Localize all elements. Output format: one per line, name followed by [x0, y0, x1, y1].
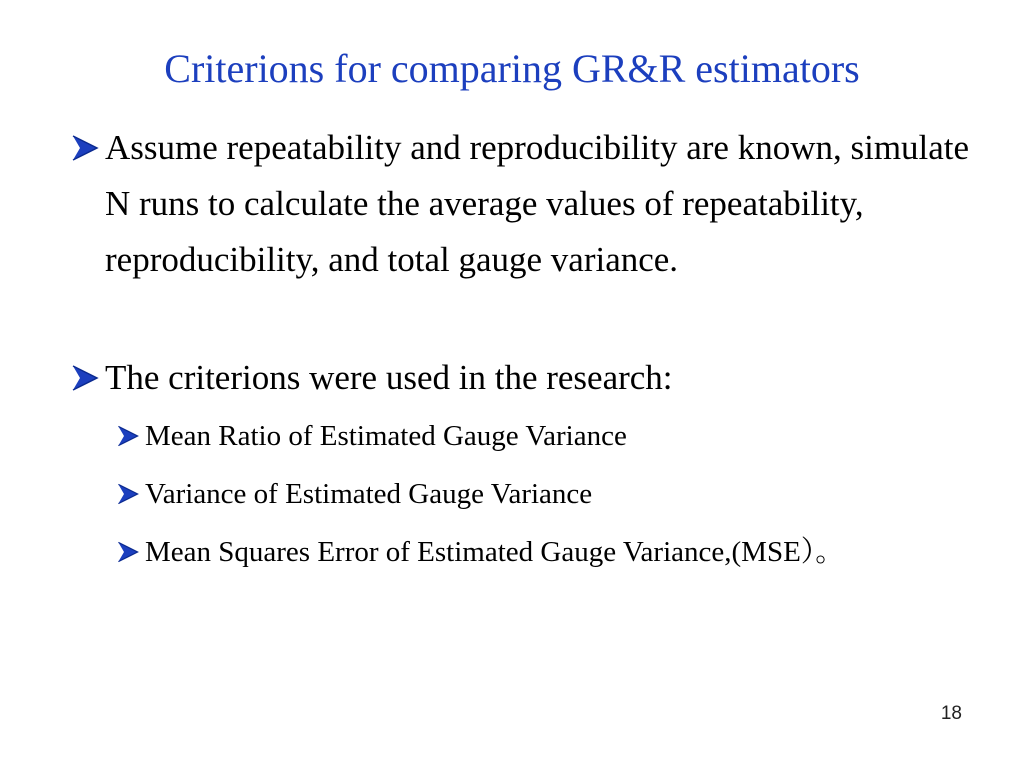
- page-number: 18: [940, 703, 962, 724]
- arrowhead-bullet-icon: [116, 540, 140, 564]
- bullet-text: The criterions were used in the research:: [105, 358, 673, 397]
- arrowhead-bullet-icon: [116, 482, 140, 506]
- arrowhead-bullet-icon: [116, 424, 140, 448]
- sub-bullet-item: [116, 414, 976, 458]
- bullet-item: [70, 120, 1000, 288]
- sub-bullet-text: Variance of Estimated Gauge Variance: [145, 478, 593, 510]
- arrowhead-bullet-icon: [70, 133, 100, 163]
- arrowhead-bullet-icon: [70, 363, 100, 393]
- sub-bullet-item: [116, 472, 976, 516]
- bullet-text: Assume repeatability and reproducibility are known, simulate N runs to calculate the average values of repeatability, reproducibility, and total gauge variance.: [105, 128, 970, 279]
- sub-bullet-item: [116, 530, 946, 574]
- bullet-item: [70, 350, 1000, 406]
- slide-title: Criterions for comparing GR&R estimators: [164, 46, 860, 91]
- sub-bullet-text: Mean Squares Error of Estimated Gauge Variance,(MSE）。: [145, 536, 845, 568]
- sub-bullet-text: Mean Ratio of Estimated Gauge Variance: [145, 420, 627, 452]
